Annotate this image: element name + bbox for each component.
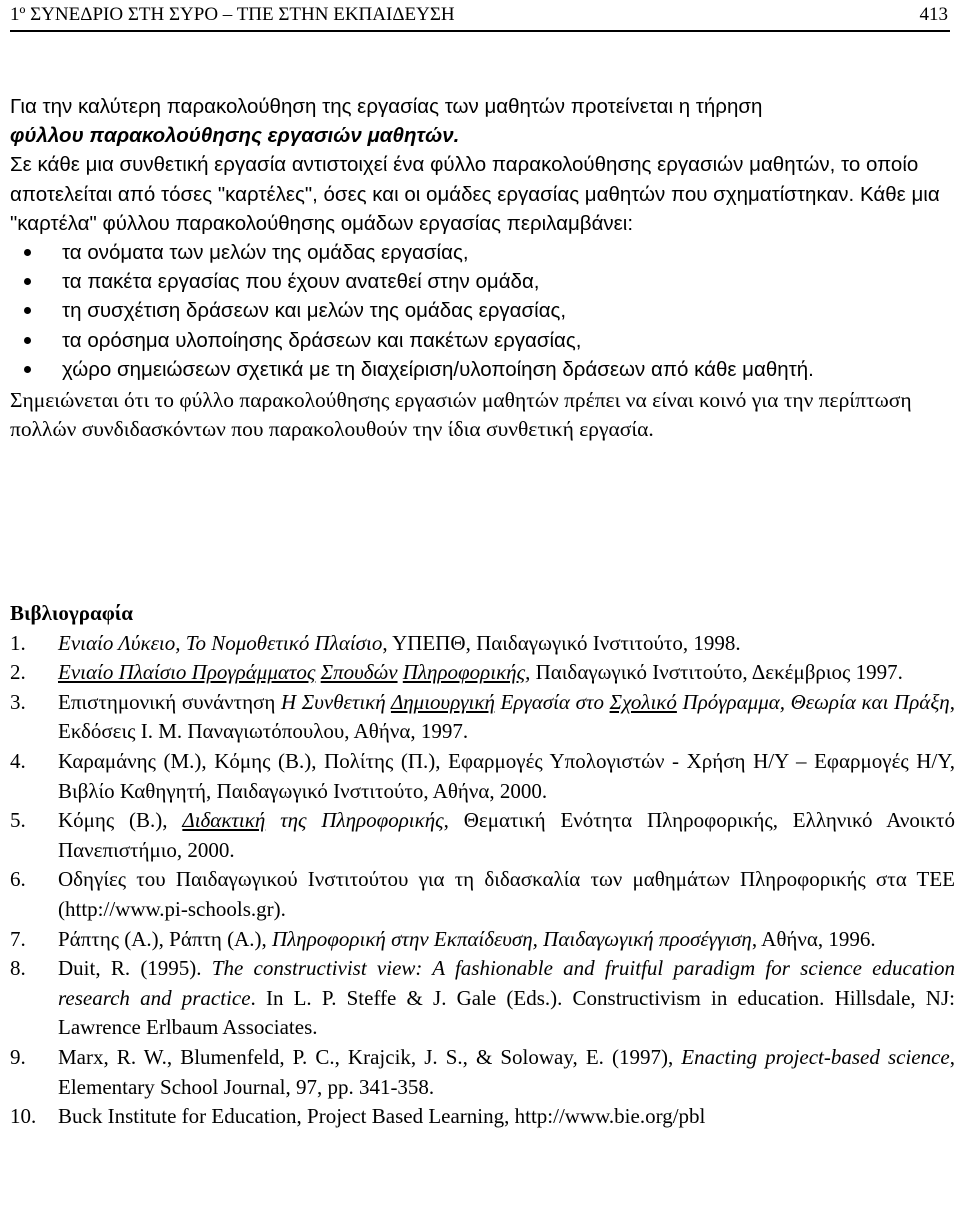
- reference-6: [10, 865, 955, 924]
- ref-number: 6.: [10, 867, 26, 892]
- ref-title: της Πληροφορικής: [265, 808, 444, 833]
- list-item: τα ονόματα των μελών της ομάδας εργασίας,: [10, 238, 940, 267]
- bibliography-heading: Βιβλιογραφία: [10, 601, 134, 625]
- ref-title: Πληροφορικής: [402, 660, 526, 685]
- list-item: τη συσχέτιση δράσεων και μελών της ομάδας εργασίας,: [10, 296, 940, 325]
- reference-1: [10, 629, 955, 659]
- ref-number: 8.: [10, 956, 26, 981]
- ref-details: , Αθήνα, 1996.: [751, 926, 876, 951]
- reference-10: [10, 1102, 955, 1132]
- ref-number: 7.: [10, 926, 26, 951]
- reference-8: [10, 954, 955, 1043]
- running-header: [10, 2, 950, 32]
- bullet-list: [10, 238, 940, 384]
- ref-number: 1.: [10, 630, 26, 655]
- ref-authors: Marx, R. W., Blumenfeld, P. C., Krajcik, J. S., & Soloway, E. (1997),: [58, 1044, 682, 1069]
- page-number: 413: [919, 4, 948, 25]
- reference-7: [10, 925, 955, 955]
- ref-title: Πρόγραμμα, Θεωρία και Πράξη: [676, 689, 950, 714]
- list-item: χώρο σημειώσεων σχετικά με τη διαχείριση/υλοποίηση δράσεων από κάθε μαθητή.: [10, 355, 940, 384]
- header-title: 1º ΣΥΝΕΔΡΙΟ ΣΤΗ ΣΥΡΟ – ΤΠΕ ΣΤΗΝ ΕΚΠΑΙΔΕΥΣΗ: [10, 4, 455, 25]
- intro-emphasis: φύλλου παρακολούθησης εργασιών μαθητών.: [10, 124, 460, 148]
- ref-authors: Ράπτης (Α.), Ράπτη (Α.),: [58, 926, 273, 951]
- ref-details: Buck Institute for Education, Project Based Learning, http://www.bie.org/pbl: [58, 1104, 706, 1129]
- ref-details: , ΥΠΕΠΘ, Παιδαγωγικό Ινστιτούτο, 1998.: [382, 630, 741, 655]
- reference-4: [10, 747, 955, 806]
- ref-number: 3.: [10, 689, 26, 714]
- ref-title: Διδακτική: [182, 808, 266, 833]
- intro-text: Για την καλύτερη παρακολούθηση της εργασίας των μαθητών προτείνεται η τήρηση: [10, 95, 763, 118]
- body-text: [10, 92, 940, 443]
- ref-number: 2.: [10, 660, 26, 685]
- ref-number: 5.: [10, 808, 26, 833]
- ref-details: Καραμάνης (Μ.), Κόμης (Β.), Πολίτης (Π.), Εφαρμογές Υπολογιστών - Χρήση Η/Υ – Εφαρμογές Η/Υ, Βιβλίο Καθηγητή, Παιδαγωγικό Ινστιτούτο, Αθήνα, 2000.: [58, 748, 955, 803]
- ref-title: Εργασία στο: [494, 689, 610, 714]
- ref-title: Σπουδών: [320, 660, 398, 685]
- bibliography: [10, 599, 955, 1132]
- ref-details: , Elementary School Journal, 97, pp. 341-358.: [58, 1044, 955, 1099]
- ref-authors: Επιστημονική συνάντηση: [58, 689, 281, 714]
- ref-number: 10.: [10, 1104, 37, 1129]
- reference-5: [10, 806, 955, 865]
- paragraph-note: Σημειώνεται ότι το φύλλο παρακολούθησης εργασιών μαθητών πρέπει να είναι κοινό για την περίπτωση πολλών συνδιδασκόντων που παρακολουθούν την ίδια συνθετική εργασία.: [10, 388, 912, 441]
- list-item: τα ορόσημα υλοποίησης δράσεων και πακέτων εργασίας,: [10, 326, 940, 355]
- ref-title: Πληροφορική στην Εκπαίδευση, Παιδαγωγική προσέγγιση: [272, 926, 752, 951]
- ref-details: . In L. P. Steffe & J. Gale (Eds.). Constructivism in education. Hillsdale, NJ: Lawrence Erlbaum Associates.: [58, 985, 955, 1040]
- ref-title: Enacting project-based science: [681, 1044, 950, 1069]
- ref-title: Σχολικό: [609, 689, 677, 714]
- ref-details: , Θεματική Ενότητα Πληροφορικής, Ελληνικό Ανοικτό Πανεπιστήμιο, 2000.: [58, 808, 956, 862]
- ref-title: Η Συνθετική: [281, 689, 391, 714]
- ref-details: Οδηγίες του Παιδαγωγικού Ινστιτούτου για τη διδασκαλία των μαθημάτων Πληροφορικής στα ΤΕΕ (http://www.pi-schools.gr).: [58, 867, 955, 921]
- paragraph-intro: [10, 92, 940, 150]
- ref-authors: Κόμης (Β.),: [58, 808, 183, 833]
- ref-title: Ενιαίο Πλαίσιο Προγράμματος: [58, 660, 316, 685]
- ref-title: Ενιαίο Λύκειο, Το Νομοθετικό Πλαίσιο: [58, 630, 383, 655]
- ref-details: , Παιδαγωγικό Ινστιτούτο, Δεκέμβριος 1997.: [525, 660, 903, 685]
- paragraph-cards: Σε κάθε μια συνθετική εργασία αντιστοιχεί ένα φύλλο παρακολούθησης εργασιών μαθητών, το οποίο αποτελείται από τόσες "καρτέλες", όσες και οι ομάδες εργασίας μαθητών που σχηματίστηκαν. Κάθε μια "καρτέλα" φύλλου παρακολούθησης ομάδων εργασίας περιλαμβάνει:: [10, 153, 940, 235]
- reference-3: [10, 688, 955, 747]
- ref-details: , Εκδόσεις Ι. Μ. Παναγιωτόπουλου, Αθήνα, 1997.: [58, 689, 955, 744]
- list-item: τα πακέτα εργασίας που έχουν ανατεθεί στην ομάδα,: [10, 267, 940, 296]
- ref-authors: Duit, R. (1995).: [58, 956, 212, 981]
- reference-9: [10, 1043, 955, 1102]
- ref-title: The constructivist view: A fashionable and fruitful paradigm for science education research and practice: [58, 956, 955, 1010]
- ref-number: 9.: [10, 1044, 26, 1069]
- ref-number: 4.: [10, 748, 26, 773]
- ref-title: Δημιουργική: [390, 689, 495, 714]
- reference-2: [10, 658, 955, 688]
